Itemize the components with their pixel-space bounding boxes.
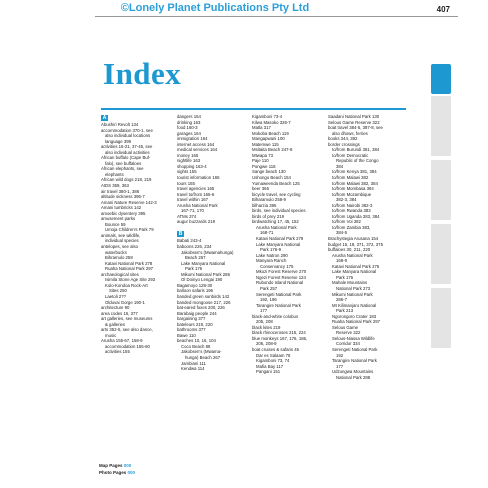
index-entry: Kigamboni 73-4	[252, 114, 283, 119]
index-entry: to/from Uganda 383, 384	[332, 213, 380, 219]
index-entry: amoebic dysentery 395	[101, 210, 146, 216]
header-rule	[95, 16, 458, 17]
index-entry: Bihramulo 258	[105, 255, 133, 261]
index-entry: money 165	[177, 152, 199, 158]
index-entry: animals, see wildlife,	[101, 232, 141, 238]
index-entry: Arusha National Park	[332, 252, 373, 258]
index-entry: to/from Mombasa 384	[332, 186, 374, 192]
index-entry: shopping 163-4	[177, 163, 207, 169]
index-entry: Ushongo Beach 154	[252, 175, 291, 181]
index-entry: amusement parks	[101, 216, 136, 222]
index-entry: Bawe 110	[177, 332, 196, 338]
index-entry: to/from Zambia 383,	[332, 224, 371, 230]
section-letter	[177, 230, 247, 238]
index-entry: Barabaig people 244	[177, 310, 217, 316]
index-entry: Mokoba Beach 119	[252, 130, 289, 136]
index-entry: hunga) Beach 267	[185, 354, 221, 360]
index-entry: beer 366	[252, 186, 269, 192]
index-entry: boat travel 384-5, 387-8, see	[328, 125, 383, 131]
side-tab	[431, 288, 451, 348]
index-entry: accommodation 155-60	[105, 343, 150, 349]
index-entry: budget 15, 18, 371, 372, 375	[328, 241, 383, 247]
index-entry: Serengeti National Park	[256, 291, 302, 297]
index-entry: Park 176	[185, 266, 203, 272]
index-entry: Saadani National Park 130	[328, 114, 380, 119]
index-tab-marker	[431, 64, 451, 94]
side-tab	[431, 224, 451, 284]
section-letter	[101, 114, 171, 122]
index-entry: birdwatching 17, 45, 152	[252, 219, 299, 225]
index-entry: elephants	[105, 171, 124, 177]
index-entry: Matla 317	[252, 125, 271, 131]
index-entry: Isimila Stone Age Site 293	[105, 277, 156, 283]
index-entry: Arusha National Park	[256, 224, 297, 230]
page-title: Index	[103, 56, 182, 91]
index-entry: nightlife 163	[177, 158, 201, 164]
index-entry: Amani tumbricks 142	[101, 205, 142, 211]
index-entry: African wild dogs 218, 219	[101, 177, 152, 183]
index-entry: 167-71, 170	[181, 208, 204, 214]
index-entry: food 160-3	[177, 125, 198, 131]
index-entry: also individual locations	[105, 133, 151, 139]
index-entry: immigration 164	[177, 136, 208, 142]
index-entry: Corridor 334	[336, 341, 360, 347]
index-entry: bathrooms 377	[177, 327, 206, 333]
index-entry: Mikumi National Park	[332, 291, 373, 297]
index-entry: Yumaweenda Beach 125	[252, 180, 300, 186]
side-tab	[431, 160, 451, 220]
index-entry: Park 176	[336, 274, 354, 280]
index-entry: internet access 164	[177, 141, 215, 147]
index-entry: Olduvai Gorge 190-1	[105, 299, 145, 305]
index-entry: travel agencies 165	[177, 186, 215, 192]
index-entry: Matemwe 115	[252, 141, 279, 147]
index-entry: Abushiri Revolt 134	[101, 122, 139, 127]
index-entry: air travel 380-1, 386	[101, 188, 140, 194]
index-entry: 177	[260, 308, 268, 314]
index-entry: to/from Burundi 381, 384	[332, 147, 380, 153]
index-entry: Mangapwani 100	[252, 136, 285, 142]
footer-legend	[99, 462, 135, 476]
index-entry: ATMs 374	[177, 213, 197, 219]
index-entry: border crossings	[328, 141, 360, 147]
index-entry: birds, see individual species	[252, 208, 306, 214]
index-entry: Kolo-Kondoa Rock-Art	[105, 282, 148, 288]
index-entry: Dar es Salaam 78	[256, 352, 291, 358]
index-entry: Laetoli 2??	[105, 293, 127, 299]
index-entry: Udzungwa Mountains	[332, 369, 374, 375]
index-entry: also dhows, ferries	[332, 130, 368, 136]
index-entry: Selous-Niassa Wildlife	[332, 335, 375, 341]
index-entry: activities 155	[105, 349, 130, 355]
index-entry: bilharzia 395	[252, 202, 277, 208]
section-letter-badge: B	[178, 231, 183, 238]
index-entry: area codes 15, 377	[101, 310, 138, 316]
index-entry: Ngezi Forest Reserve 124	[256, 274, 306, 280]
index-entry: 192, 196	[260, 297, 277, 303]
index-entry: augur buzzards 219	[177, 219, 215, 225]
index-entry: African buffalo (Cape Buf-	[101, 155, 151, 161]
index-entry: 384	[336, 163, 344, 169]
index-entry: art galleries, see museums	[101, 316, 153, 322]
index-entry: arts 352-5, see also dance,	[101, 327, 153, 333]
copyright-notice: ©Lonely Planet Publications Pty Ltd	[120, 2, 310, 14]
index-entry: Mt Kilimanjaro National	[332, 302, 377, 308]
index-entry: Mkozi Forest Reserve 270	[256, 269, 307, 275]
index-entry: travel to/from 165-6	[177, 191, 215, 197]
index-entry: Selous Game	[332, 324, 359, 330]
index-entry: Park 257	[260, 285, 278, 291]
index-entry: Arusha 155-67, 158-9	[101, 338, 143, 344]
index-entry: individual species	[105, 238, 139, 244]
index-entry: Beach 267	[185, 255, 206, 261]
index-entry: Ruaha National Park 297	[105, 266, 154, 272]
index-entry: African elephants, see	[101, 166, 144, 172]
index-entry: bargaining 377	[177, 316, 206, 322]
index-entry: tours 155	[177, 180, 195, 186]
index-entry: black kites 219	[252, 324, 281, 330]
index-entry: 168-71	[260, 230, 274, 236]
index-entry: altitude sickness 396-7	[101, 194, 145, 200]
side-tab	[431, 96, 451, 156]
index-entry: Ol Doinyo Lengai 190	[181, 277, 223, 283]
index-entry: Mafia Bay 117	[256, 363, 284, 369]
index-entry: drinking 163	[177, 119, 201, 125]
index-entry: Lake Manyara National	[181, 260, 226, 266]
index-entry: Lake Manyara National	[332, 269, 377, 275]
index-entry: Biharamulo 258-9	[252, 197, 286, 203]
index-entry: Lake Natron 290	[256, 252, 288, 258]
index-entry: medical services 164	[177, 147, 218, 153]
photo-pages-value: 000	[127, 470, 136, 475]
index-entry: Babati 243-4	[177, 238, 202, 244]
index-column-4	[328, 114, 398, 380]
index-entry: Msitaita Beach 247-8	[252, 147, 293, 153]
index-entry: Rubondo Island National	[256, 280, 304, 286]
index-entry: birds of prey 219	[252, 213, 285, 219]
index-entry: Reserve 322	[336, 330, 361, 336]
index-entry: banded mongoose 217, 226	[177, 299, 231, 305]
index-entry: to/from Malawi 382	[332, 175, 369, 181]
index-entry: 168-9	[336, 258, 347, 264]
index-entry: activities 16-21, 37-45, see	[101, 144, 153, 150]
index-entry: also individual activities	[105, 149, 150, 155]
index-entry: Ngorongoro Crater 183	[332, 313, 377, 319]
index-entry: sights 155	[177, 169, 197, 175]
index-entry: Paje 110	[252, 158, 269, 164]
index-entry: Mahale Mountains	[332, 280, 368, 286]
index-entry: falo), see buffaloes	[105, 160, 142, 166]
index-entry: Bounce 59	[105, 221, 126, 227]
index-entry: Selous Game Reserve 322	[328, 119, 380, 125]
index-entry: bateleurs 219, 220	[177, 321, 213, 327]
index-entry: bicycle travel, see cycling	[252, 191, 301, 197]
index-entry: Katavi National Park 279	[256, 236, 304, 242]
index-entry: Katavi National Park 278	[105, 260, 153, 266]
index-entry: Pangani 151	[256, 369, 281, 375]
index-entry: Sites 250	[109, 288, 127, 294]
index-entry: Park 176-9	[260, 247, 282, 253]
index-entry: to/from Voi 382	[332, 219, 361, 225]
index-entry: bat-eared foxes 200, 226	[177, 305, 225, 311]
index-entry: Mikumi National Park 286	[181, 271, 230, 277]
index-entry: buffaloes 30, 211, 220	[328, 247, 371, 253]
index-entry: Jakobsen's (Mwama-	[181, 349, 222, 355]
index-entry: Umoja Children's Park 79	[105, 227, 154, 233]
page-number: 407	[436, 5, 450, 14]
index-entry: Park 213	[336, 308, 354, 314]
index-entry: music	[105, 332, 117, 338]
index-entry: Mtwapa 73	[252, 152, 274, 158]
index-entry: garages 164	[177, 130, 201, 136]
index-entry: Pongwe 118	[252, 163, 276, 169]
index-entry: banded green sunbirds 142	[177, 293, 230, 299]
index-entry: National Park 288	[336, 374, 371, 380]
index-entry: to/from Malawi 382, 384	[332, 180, 378, 186]
index-entry: 206, 208-9	[256, 341, 277, 347]
index-entry: 382-3, 384	[336, 197, 357, 203]
index-entry: AIDS 359, 363	[101, 183, 129, 189]
index-entry: to/from Rwanda 383	[332, 208, 371, 214]
index-entry: books 344, 392	[328, 136, 358, 142]
index-entry: 205, 208	[256, 319, 273, 325]
index-entry: Brachystegia Arusana 154	[328, 236, 379, 242]
index-entry: to/from Nairobi 382-3	[332, 202, 373, 208]
section-letter-badge: A	[102, 115, 107, 121]
index-entry: boat cruises & safaris 45	[252, 346, 300, 352]
index-column-3	[252, 114, 322, 375]
index-entry: & galleries	[105, 321, 126, 327]
index-entry: Tarangire National Park	[332, 358, 377, 364]
index-entry: blue monkeys 167, 176, 186,	[252, 335, 308, 341]
index-entry: Bagamoyo 128-30	[177, 282, 213, 288]
index-entry: baboons 226, 234	[177, 244, 212, 250]
index-entry: 384-5	[336, 230, 347, 236]
index-entry: black-and-white colobus	[252, 313, 299, 319]
index-entry: Jakobsen's (Mwamahunga)	[181, 249, 234, 255]
index-column-1	[101, 114, 171, 355]
index-entry: 177	[336, 363, 344, 369]
index-entry: Republic of the Congo	[336, 158, 379, 164]
index-entry: National Park 273	[336, 285, 371, 291]
index-entry: 192	[336, 352, 344, 358]
index-entry: Katavi National Park 275	[332, 263, 380, 269]
index-entry: Kilwa Masoko 326-7	[252, 119, 291, 125]
index-entry: dangers 164	[177, 114, 201, 119]
index-entry: language 399	[105, 138, 132, 144]
photo-pages-label: Photo Pages	[99, 470, 127, 475]
index-entry: archaeological sites	[101, 271, 139, 277]
index-entry: Lake Manyara National	[256, 241, 301, 247]
index-entry: to/from Mozambique	[332, 191, 372, 197]
index-entry: tourist information 165	[177, 175, 220, 181]
index-entry: Jambiani 111	[181, 360, 206, 366]
index-entry: waterbucks	[105, 249, 127, 255]
index-entry: Coco Beach 88	[181, 343, 211, 349]
index-entry: travel within 167	[177, 197, 209, 203]
index-entry: accommodation 370-1, see	[101, 127, 153, 133]
index-entry: Serengeti National Park	[332, 346, 378, 352]
index-entry: Tarangire National Park	[256, 302, 301, 308]
index-entry: Kigamboni 73, 74	[256, 358, 290, 364]
index-entry: Conservancy 175	[260, 263, 294, 269]
index-entry: Sange beach 130	[252, 169, 286, 175]
index-entry: black rhinoceroses 215, 224	[252, 330, 306, 336]
index-entry: Amani Nature Reserve 142-3	[101, 199, 157, 205]
index-entry: Ruaha National Park 297	[332, 319, 381, 325]
index-column-2	[177, 114, 247, 372]
index-entry: architecture 90	[101, 305, 130, 311]
index-entry: antelopes, see also	[101, 244, 139, 250]
index-entry: balloon safaris 196	[177, 288, 214, 294]
index-entry: Manyara Ranch	[256, 258, 287, 264]
index-entry: 286-7	[336, 297, 347, 303]
index-entry: beaches 10, 16, 104	[177, 338, 216, 344]
index-entry: to/from Democratic	[332, 152, 369, 158]
title-rule	[101, 108, 406, 110]
map-pages-label: Map Pages	[99, 463, 123, 468]
map-pages-value: 000	[123, 463, 132, 468]
index-entry: Kendwa 114	[181, 366, 205, 372]
index-entry: Arusha National Park	[177, 202, 218, 208]
index-entry: to/from Kenya 381, 384	[332, 169, 377, 175]
